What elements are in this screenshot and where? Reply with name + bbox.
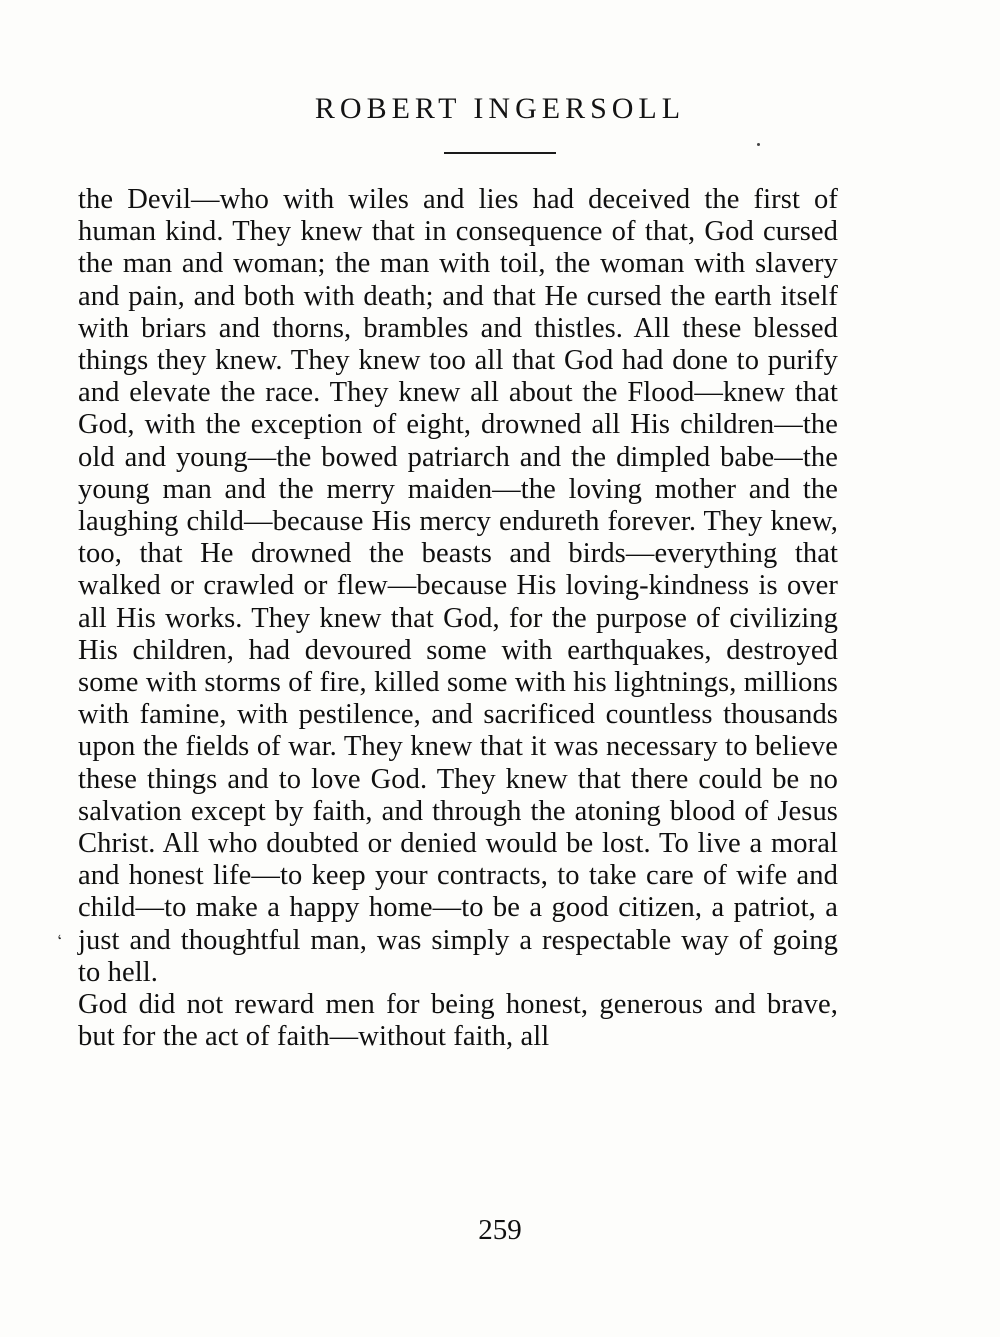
page-running-head: ROBERT INGERSOLL [314,92,686,125]
body-paragraph-1: the Devil—who with wiles and lies had deceived the first of human kind. They knew that in consequence of that, God cursed the man and woman; the man with toil, the woman with slavery and pain, and both with death; and that He cursed the earth itself with briars and thorns, brambles and thistles. All these blessed things they knew. They knew too all that God had done to purify and elevate the race. They knew all about the Flood—knew that God, with the exception of eight, drowned all His children—the old and young—the bowed patriarch and the dimpled babe—the young man and the merry maiden—the loving mother and the laughing child—because His mercy endureth forever. They knew, too, that He drowned the beasts and birds—everything that walked or crawled or flew—because His loving-kindness is over all His works. They knew that God, for the purpose of civilizing His children, had devoured some with earthquakes, destroyed some with storms of fire, killed some with his lightnings, millions with famine, with pestilence, and sacrificed countless thousands upon the fields of war. They knew that it was necessary to believe these things and to love God. They knew that there could be no salvation except by faith, and through the atoning blood of Jesus Christ. All who doubted or denied would be lost. To live a moral and honest life—to keep your contracts, to take care of wife and child—to make a happy home—to be a good citizen, a patriot, a just and thoughtful man, was simply a respectable way of going to hell. [78,184,838,988]
page-body-text [55,184,838,1053]
page-number: 259 [478,1214,522,1246]
stray-dot-mark [757,143,760,146]
stray-pen-mark: ‘ [55,930,67,951]
body-paragraph-2: God did not reward men for being honest, generous and brave, but for the act of faith—without faith, all [78,989,838,1053]
header-rule-divider [444,152,556,154]
